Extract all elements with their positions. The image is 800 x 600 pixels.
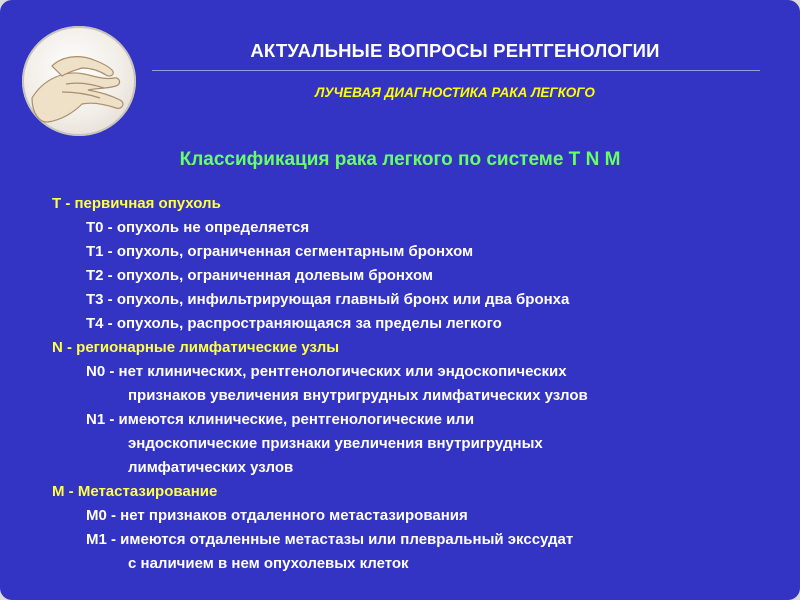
item-t2: Т2 - опухоль, ограниченная долевым бронхом [86,267,434,284]
item-t3: Т3 - опухоль, инфильтрирующая главный бронх или два бронха [86,291,570,308]
category-m-metastasis: М - Метастазирование [52,483,218,500]
classification-list [52,192,782,576]
item-n1-continuation-1: эндоскопические признаки увеличения внутригрудных [128,435,543,452]
item-t4: Т4 - опухоль, распространяющаяся за пределы легкого [86,315,502,332]
category-t-primary-tumor: Т - первичная опухоль [52,195,221,212]
header-title: АКТУАЛЬНЫЕ ВОПРОСЫ РЕНТГЕНОЛОГИИ [250,40,660,61]
category-n-lymph-nodes: N - регионарные лимфатические узлы [52,339,340,356]
item-t1: Т1 - опухоль, ограниченная сегментарным бронхом [86,243,474,260]
item-n1: N1 - имеются клинические, рентгенологические или [86,411,475,428]
item-m0: М0 - нет признаков отдаленного метастазирования [86,507,468,524]
item-n0-continuation: признаков увеличения внутригрудных лимфатических узлов [128,387,588,404]
item-t0: Т0 - опухоль не определяется [86,219,310,236]
item-n0: N0 - нет клинических, рентгенологических или эндоскопических [86,363,567,380]
header-subtitle: ЛУЧЕВАЯ ДИАГНОСТИКА РАКА ЛЕГКОГО [315,85,595,100]
classification-heading: Классификация рака легкого по системе T N M [179,149,621,170]
header-divider [152,70,760,71]
item-m1-continuation: с наличием в нем опухолевых клеток [128,555,409,572]
item-n1-continuation-2: лимфатических узлов [128,459,294,476]
hands-logo-icon [22,26,136,136]
item-m1: М1 - имеются отдаленные метастазы или плевральный экссудат [86,531,574,548]
